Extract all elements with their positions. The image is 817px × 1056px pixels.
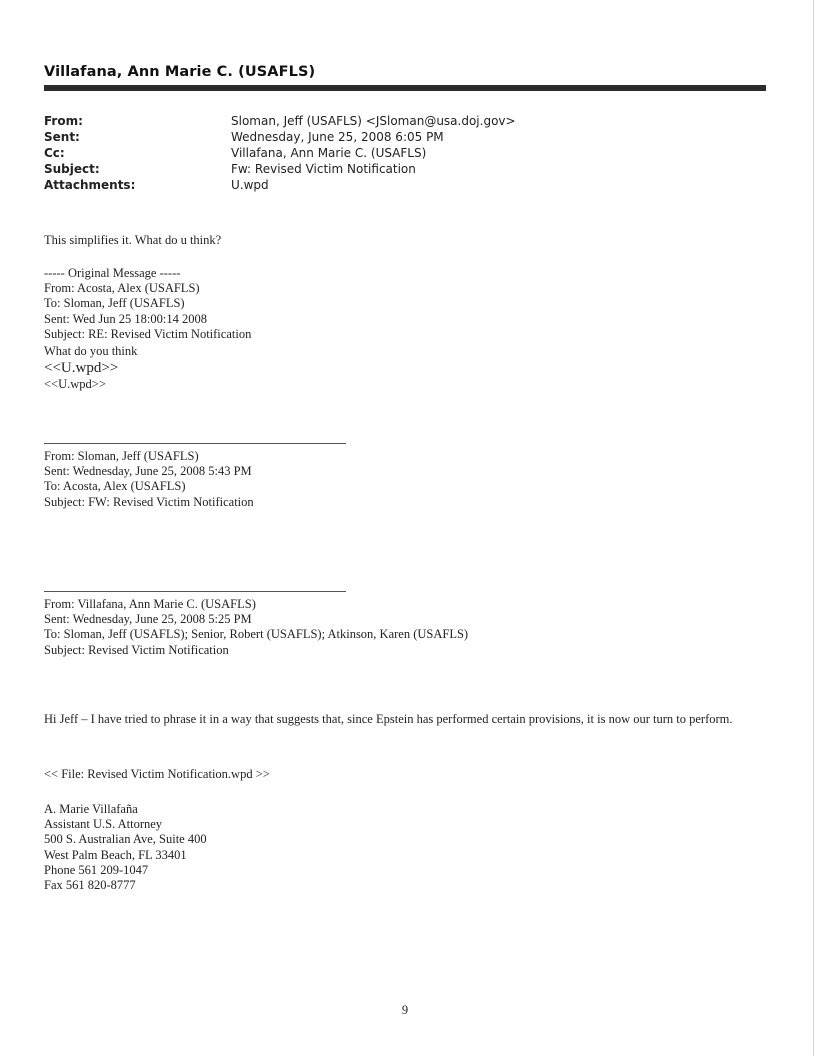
signature-fax: Fax 561 820-8777 — [44, 878, 136, 893]
forward1-subject: Subject: FW: Revised Victim Notification — [44, 494, 254, 509]
from-label: From: — [44, 114, 83, 128]
cc-row — [44, 145, 766, 161]
signature-title: Assistant U.S. Attorney — [44, 817, 163, 832]
signature-block — [44, 802, 766, 893]
intro-paragraph — [44, 233, 766, 248]
forward1-from: From: Sloman, Jeff (USAFLS) — [44, 449, 199, 463]
message-text: Hi Jeff – I have tried to phrase it in a way that suggests that, since Epstein has performed certain provisions, it is now our turn to perform. — [44, 712, 733, 726]
message-paragraph — [44, 712, 744, 727]
cc-value: Villafana, Ann Marie C. (USAFLS) — [231, 146, 427, 160]
original-from: From: Acosta, Alex (USAFLS) — [44, 281, 200, 296]
email-header-fields — [44, 113, 766, 193]
forward-header-1 — [44, 449, 766, 510]
signature-city: West Palm Beach, FL 33401 — [44, 847, 187, 862]
forward-header-2 — [44, 597, 766, 658]
intro-text: This simplifies it. What do u think? — [44, 233, 222, 247]
attachments-label: Attachments: — [44, 178, 136, 192]
attachments-row — [44, 177, 766, 193]
original-to: To: Sloman, Jeff (USAFLS) — [44, 296, 185, 311]
page-edge-line — [813, 0, 814, 1056]
attachment-link-small[interactable]: <<U.wpd>> — [44, 377, 106, 392]
attachment-link-large[interactable]: <<U.wpd>> — [44, 360, 119, 377]
forward2-to: To: Sloman, Jeff (USAFLS); Senior, Robert (USAFLS); Atkinson, Karen (USAFLS) — [44, 627, 469, 642]
separator-line — [44, 443, 346, 444]
subject-value: Fw: Revised Victim Notification — [231, 162, 416, 176]
forward1-sent: Sent: Wednesday, June 25, 2008 5:43 PM — [44, 464, 252, 479]
page-number: 9 — [401, 1003, 409, 1017]
forward2-subject: Subject: Revised Victim Notification — [44, 642, 229, 657]
attachments-value[interactable]: U.wpd — [231, 178, 269, 192]
forward1-to: To: Acosta, Alex (USAFLS) — [44, 479, 186, 494]
original-subject: Subject: RE: Revised Victim Notification — [44, 326, 252, 341]
header-rule — [44, 85, 766, 91]
original-message-header — [44, 266, 766, 342]
sent-label: Sent: — [44, 130, 80, 144]
subject-row — [44, 161, 766, 177]
signature-phone: Phone 561 209-1047 — [44, 862, 149, 877]
cc-label: Cc: — [44, 146, 65, 160]
sent-value: Wednesday, June 25, 2008 6:05 PM — [231, 130, 444, 144]
from-value: Sloman, Jeff (USAFLS) <JSloman@usa.doj.gov> — [231, 114, 516, 128]
file-attachment-link[interactable]: << File: Revised Victim Notification.wpd >> — [44, 767, 270, 781]
signature-address: 500 S. Australian Ave, Suite 400 — [44, 832, 207, 847]
reply-text: What do you think — [44, 344, 138, 358]
file-attachment-paragraph — [44, 767, 766, 782]
subject-label: Subject: — [44, 162, 100, 176]
original-sent: Sent: Wed Jun 25 18:00:14 2008 — [44, 311, 208, 326]
signature-name: A. Marie Villafaña — [44, 802, 138, 816]
separator-line — [44, 591, 346, 592]
from-row — [44, 113, 766, 129]
forward2-from: From: Villafana, Ann Marie C. (USAFLS) — [44, 597, 256, 611]
mailbox-owner-name: Villafana, Ann Marie C. (USAFLS) — [44, 64, 316, 80]
reply-paragraph — [44, 344, 766, 392]
sent-row — [44, 129, 766, 145]
forward2-sent: Sent: Wednesday, June 25, 2008 5:25 PM — [44, 612, 252, 627]
original-message-marker: ----- Original Message ----- — [44, 266, 181, 280]
